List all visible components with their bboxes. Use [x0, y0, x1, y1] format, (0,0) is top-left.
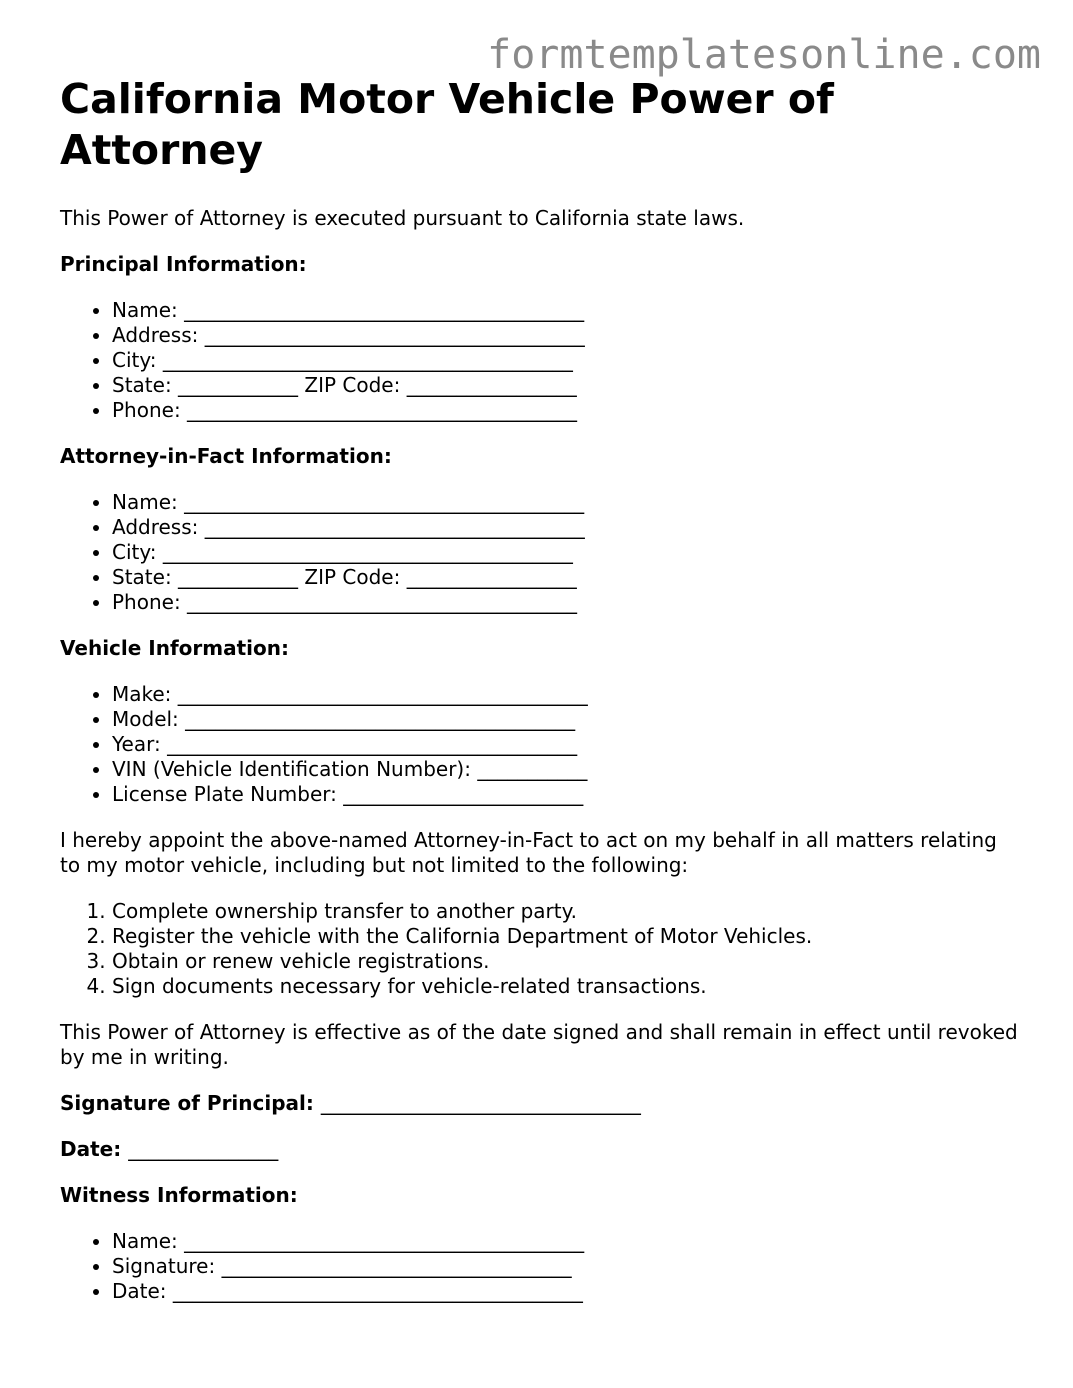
effective-text: This Power of Attorney is effective as of the date signed and shall remain in effect until revoked by me in writing. — [60, 1020, 1018, 1069]
witness-date-field[interactable]: • Date: _________________________________________ — [112, 1279, 1020, 1304]
vehicle-heading: Vehicle Information: — [60, 636, 289, 660]
principal-signature-label: Signature of Principal: — [60, 1091, 314, 1115]
principal-signature-blank[interactable]: ________________________________ — [320, 1091, 641, 1115]
principal-fields — [60, 298, 1020, 423]
power-item: 2. Register the vehicle with the California Department of Motor Vehicles. — [112, 924, 1020, 949]
principal-phone-field[interactable]: • Phone: _______________________________________ — [112, 398, 1020, 423]
power-item: 1. Complete ownership transfer to another party. — [112, 899, 1020, 924]
date-blank[interactable]: _______________ — [128, 1137, 279, 1161]
intro-text: This Power of Attorney is executed pursuant to California state laws. — [60, 206, 745, 230]
powers-list — [60, 899, 1020, 999]
attorney-city-field[interactable]: • City: _________________________________________ — [112, 540, 1020, 565]
attorney-state-zip-field[interactable]: • State: ____________ ZIP Code: _________________ — [112, 565, 1020, 590]
power-item: 3. Obtain or renew vehicle registrations. — [112, 949, 1020, 974]
witness-name-field[interactable]: • Name: ________________________________________ — [112, 1229, 1020, 1254]
watermark: formtemplatesonline.com — [487, 32, 1041, 78]
vehicle-plate-field[interactable]: • License Plate Number: ________________________ — [112, 782, 1020, 807]
witness-fields — [60, 1229, 1020, 1304]
attorney-fields — [60, 490, 1020, 615]
attorney-name-field[interactable]: • Name: ________________________________________ — [112, 490, 1020, 515]
attorney-heading: Attorney-in-Fact Information: — [60, 444, 392, 468]
principal-signature-line — [60, 1091, 1020, 1116]
date-label: Date: — [60, 1137, 122, 1161]
vehicle-make-field[interactable]: • Make: _________________________________________ — [112, 682, 1020, 707]
document-page — [60, 74, 1020, 1325]
principal-address-field[interactable]: • Address: ______________________________________ — [112, 323, 1020, 348]
vehicle-vin-field[interactable]: • VIN (Vehicle Identification Number): ___________ — [112, 757, 1020, 782]
attorney-address-field[interactable]: • Address: ______________________________________ — [112, 515, 1020, 540]
witness-signature-field[interactable]: • Signature: ___________________________________ — [112, 1254, 1020, 1279]
attorney-phone-field[interactable]: • Phone: _______________________________________ — [112, 590, 1020, 615]
principal-state-zip-field[interactable]: • State: ____________ ZIP Code: _________________ — [112, 373, 1020, 398]
principal-heading: Principal Information: — [60, 252, 307, 276]
vehicle-model-field[interactable]: • Model: _______________________________________ — [112, 707, 1020, 732]
appointment-text: I hereby appoint the above-named Attorney-in-Fact to act on my behalf in all matters relating to my motor vehicle, including but not limited to the following: — [60, 828, 997, 877]
principal-name-field[interactable]: • Name: ________________________________________ — [112, 298, 1020, 323]
date-line — [60, 1137, 1020, 1162]
principal-city-field[interactable]: • City: _________________________________________ — [112, 348, 1020, 373]
vehicle-fields — [60, 682, 1020, 807]
witness-heading: Witness Information: — [60, 1183, 298, 1207]
vehicle-year-field[interactable]: • Year: _________________________________________ — [112, 732, 1020, 757]
document-title: California Motor Vehicle Power of Attorney — [60, 75, 834, 174]
power-item: 4. Sign documents necessary for vehicle-related transactions. — [112, 974, 1020, 999]
